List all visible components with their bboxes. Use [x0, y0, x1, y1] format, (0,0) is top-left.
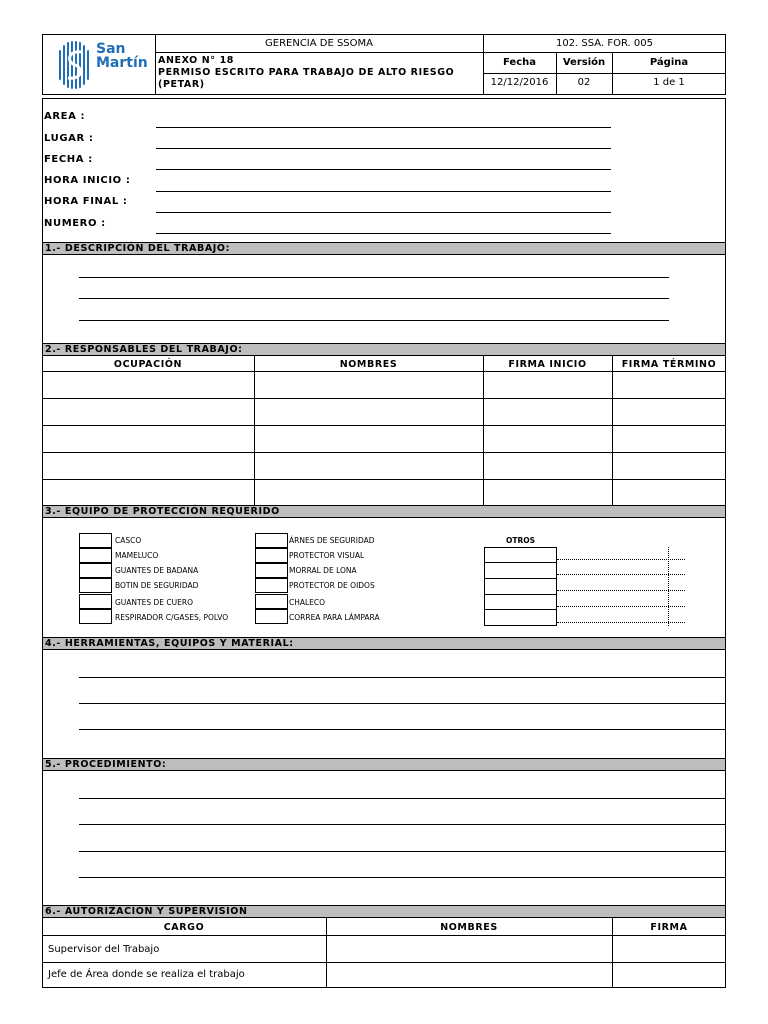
document-title: PERMISO ESCRITO PARA TRABAJO DE ALTO RIESGO — [158, 67, 455, 78]
otros-checkbox[interactable] — [484, 594, 557, 610]
description-line[interactable] — [79, 320, 669, 321]
otros-field[interactable] — [557, 622, 685, 623]
otros-checkbox[interactable] — [484, 562, 557, 579]
firma-inicio-header: FIRMA INICIO — [508, 359, 587, 370]
form-body — [42, 98, 726, 988]
epp-label: BOTIN DE SEGURIDAD — [115, 581, 199, 590]
material-line[interactable] — [79, 703, 726, 704]
section-3-header — [42, 505, 726, 518]
cargo-header: CARGO — [163, 922, 205, 933]
description-line[interactable] — [79, 277, 669, 278]
logo-text-san: San — [96, 41, 126, 57]
document-title-sub: (PETAR) — [158, 79, 205, 90]
epp-checkbox-mameluco[interactable] — [79, 548, 112, 563]
procedure-line[interactable] — [79, 824, 726, 825]
epp-label: MAMELUCO — [115, 551, 159, 560]
section-6-header — [42, 905, 726, 918]
lugar-label: LUGAR : — [44, 133, 94, 144]
version-label: Versión — [562, 57, 606, 68]
lugar-field[interactable] — [156, 148, 611, 149]
header-divider — [483, 73, 726, 74]
epp-checkbox-casco[interactable] — [79, 533, 112, 548]
epp-checkbox-arnes[interactable] — [255, 533, 288, 548]
auth-nombres-header: NOMBRES — [440, 922, 498, 933]
table-rule — [42, 962, 726, 963]
table-rule — [42, 398, 726, 399]
material-line[interactable] — [79, 729, 726, 730]
area-field[interactable] — [156, 127, 611, 128]
ocupacion-header: OCUPACIÓN — [113, 359, 183, 370]
hora-inicio-label: HORA INICIO : — [44, 175, 131, 186]
hora-final-field[interactable] — [156, 212, 611, 213]
pagina-value: 1 de 1 — [653, 77, 685, 88]
numero-field[interactable] — [156, 233, 611, 234]
table-rule — [42, 371, 726, 372]
area-label: AREA : — [44, 111, 86, 122]
epp-label: RESPIRADOR C/GASES, POLVO — [115, 613, 229, 622]
epp-checkbox-guantes-badana[interactable] — [79, 563, 112, 578]
epp-label: PROTECTOR DE OIDOS — [289, 581, 375, 590]
otros-field[interactable] — [557, 606, 685, 607]
logo-emblem-icon — [58, 40, 92, 90]
numero-label: NUMERO : — [44, 218, 106, 229]
table-rule — [42, 935, 726, 936]
table-rule — [42, 425, 726, 426]
firma-header: FIRMA — [650, 922, 688, 933]
hora-final-label: HORA FINAL : — [44, 196, 128, 207]
fecha-label: Fecha — [502, 57, 536, 68]
table-rule — [42, 479, 726, 480]
annex-number: ANEXO N° 18 — [158, 55, 234, 66]
epp-checkbox-protector-oidos[interactable] — [255, 578, 288, 593]
epp-label: GUANTES DE CUERO — [115, 598, 193, 607]
epp-label: MORRAL DE LONA — [289, 566, 357, 575]
material-line[interactable] — [79, 677, 726, 678]
section-5-header — [42, 758, 726, 771]
otros-divider — [668, 547, 669, 626]
epp-checkbox-chaleco[interactable] — [255, 594, 288, 609]
section-1-header — [42, 242, 726, 255]
procedure-line[interactable] — [79, 851, 726, 852]
epp-checkbox-protector-visual[interactable] — [255, 548, 288, 563]
section-5-title: 5.- PROCEDIMIENTO: — [45, 759, 167, 770]
otros-checkbox[interactable] — [484, 547, 557, 563]
section-4-header — [42, 637, 726, 650]
otros-field[interactable] — [557, 574, 685, 575]
department-name: GERENCIA DE SSOMA — [265, 38, 373, 49]
epp-checkbox-correa[interactable] — [255, 609, 288, 624]
epp-checkbox-morral[interactable] — [255, 563, 288, 578]
epp-label: PROTECTOR VISUAL — [289, 551, 365, 560]
otros-field[interactable] — [557, 590, 685, 591]
table-rule — [42, 452, 726, 453]
supervisor-row-label: Supervisor del Trabajo — [48, 944, 160, 955]
epp-label: CASCO — [115, 536, 142, 545]
epp-checkbox-guantes-cuero[interactable] — [79, 594, 112, 609]
pagina-label: Página — [649, 57, 689, 68]
procedure-line[interactable] — [79, 877, 726, 878]
fecha-value: 12/12/2016 — [490, 77, 549, 88]
section-4-title: 4.- HERRAMIENTAS, EQUIPOS Y MATERIAL: — [45, 638, 294, 649]
section-2-header — [42, 343, 726, 356]
section-2-title: 2.- RESPONSABLES DEL TRABAJO: — [45, 344, 243, 355]
firma-termino-header: FIRMA TÉRMINO — [621, 359, 717, 370]
description-line[interactable] — [79, 298, 669, 299]
company-logo — [58, 40, 92, 90]
nombres-header: NOMBRES — [339, 359, 398, 370]
fecha-field-label: FECHA : — [44, 154, 93, 165]
jefe-area-row-label: Jefe de Área donde se realiza el trabajo — [48, 969, 245, 980]
epp-checkbox-botin[interactable] — [79, 578, 112, 593]
logo-text-martin: Martín — [96, 55, 148, 71]
epp-checkbox-respirador[interactable] — [79, 609, 112, 624]
epp-label: CORREA PARA LÁMPARA — [289, 613, 380, 622]
document-code: 102. SSA. FOR. 005 — [555, 38, 653, 49]
fecha-field[interactable] — [156, 169, 611, 170]
responsables-table — [42, 356, 726, 505]
otros-label: OTROS — [506, 536, 536, 545]
table-rule — [483, 356, 484, 505]
otros-checkbox[interactable] — [484, 578, 557, 595]
otros-checkbox[interactable] — [484, 609, 557, 626]
otros-field[interactable] — [557, 559, 685, 560]
procedure-line[interactable] — [79, 798, 726, 799]
section-3-title: 3.- EQUIPO DE PROTECCIÓN REQUERIDO — [45, 506, 280, 517]
table-rule — [254, 356, 255, 505]
section-1-title: 1.- DESCRIPCIÓN DEL TRABAJO: — [45, 243, 230, 254]
hora-inicio-field[interactable] — [156, 191, 611, 192]
version-value: 02 — [577, 77, 591, 88]
header-divider — [155, 52, 726, 53]
epp-label: ÁRNES DE SEGURIDAD — [289, 536, 375, 545]
epp-label: CHALECO — [289, 598, 326, 607]
table-rule — [612, 356, 613, 505]
epp-label: GUANTES DE BADANA — [115, 566, 199, 575]
section-6-title: 6.- AUTORIZACION Y SUPERVISION — [45, 906, 248, 917]
